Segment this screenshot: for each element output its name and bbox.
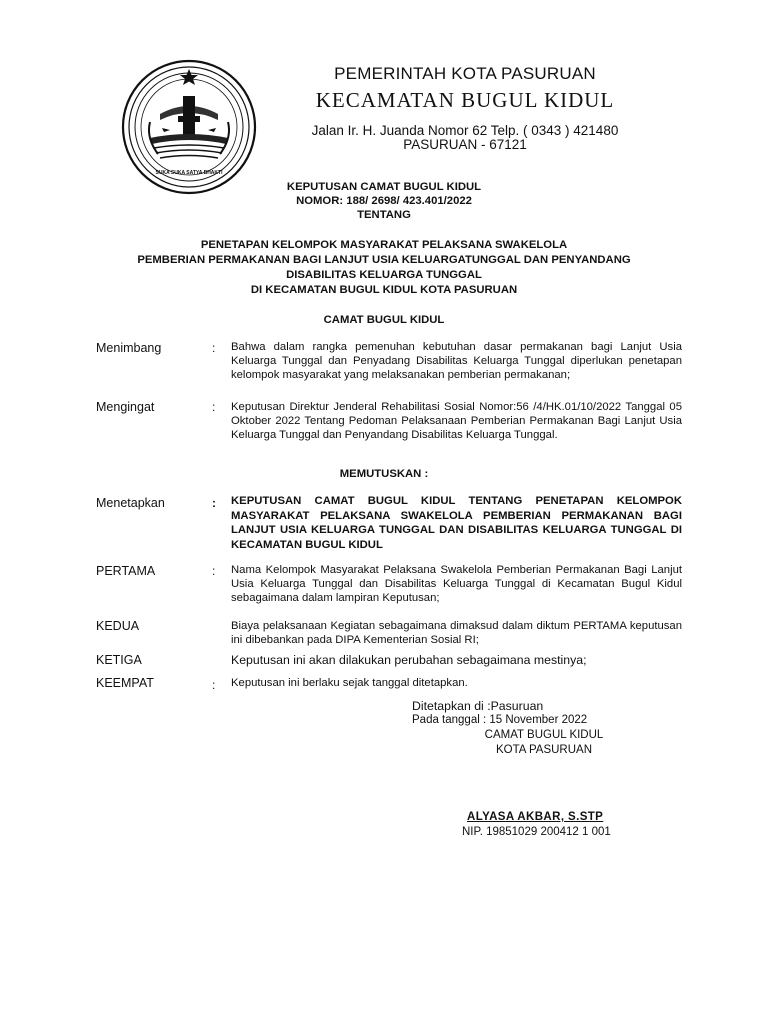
menimbang-text: Bahwa dalam rangka pemenuhan kebutuhan dasar permakanan bagi Lanjut Usia Keluarga Tunggal dan Penyadang Disabilitas Keluarga Tunggal diperlukan penetapan kelompok masyarakat yang melaksanakan pemberian permakanan; [231,341,682,381]
signature-place: Ditetapkan di :Pasuruan [412,699,544,713]
colon: : [212,400,216,414]
pertama-text: Nama Kelompok Masyarakat Pelaksana Swakelola Pemberian Permakanan Bagi Lanjut Usia Keluarga Tunggal dan Disabilitas Keluarga Tunggal di Kecamatan Bugul Kidul sebagaimana dalam lampiran Keputusan; [231,564,682,604]
menetapkan-label: Menetapkan [96,496,165,510]
decree-subject-line: PEMBERIAN PERMAKANAN BAGI LANJUT USIA KELUARGATUNGGAL DAN PENYANDANG [137,254,631,266]
signature-position: CAMAT BUGUL KIDUL [484,729,604,741]
decree-about: TENTANG [357,209,411,221]
colon: : [212,341,216,355]
seal-caption: SUKA SUKA SATYA BHAKTI [155,170,223,176]
decree-subject-line: PENETAPAN KELOMPOK MASYARAKAT PELAKSANA SWAKELOLA [200,239,568,251]
mengingat-text: Keputusan Direktur Jenderal Rehabilitasi Sosial Nomor:56 /4/HK.01/10/2022 Tanggal 05 Oktober 2022 Tentang Pedoman Pelaksanaan Pemberian Permakanan Bagi Lanjut Usia Keluarga Tunggal dan Penyandang Disabilitas Keluarga Tunggal. [231,401,682,441]
signature-date: Pada tanggal : 15 November 2022 [412,714,588,726]
pertama-label: PERTAMA [96,564,156,578]
decree-number: NOMOR: 188/ 2698/ 423.401/2022 [296,195,472,207]
keempat-text: Keputusan ini berlaku sejak tanggal ditetapkan. [231,677,468,689]
kedua-label: KEDUA [96,619,140,633]
mengingat-label: Mengingat [96,400,155,414]
government-name: PEMERINTAH KOTA PASURUAN [334,64,596,83]
colon: : [212,678,216,692]
district-name: KECAMATAN BUGUL KIDUL [315,88,615,112]
decree-official: CAMAT BUGUL KIDUL [323,314,445,326]
city-postal-line: PASURUAN - 67121 [403,137,527,152]
keempat-label: KEEMPAT [96,676,154,690]
decree-title: KEPUTUSAN CAMAT BUGUL KIDUL [286,181,482,193]
decree-subject-line: DI KECAMATAN BUGUL KIDUL KOTA PASURUAN [250,284,518,296]
address-line: Jalan Ir. H. Juanda Nomor 62 Telp. ( 0343 ) 421480 [311,123,619,138]
signatory-nip: NIP. 19851029 200412 1 001 [462,826,611,838]
ketiga-label: KETIGA [96,653,142,667]
office-address [260,124,670,152]
colon: : [212,496,216,510]
memutuskan-heading: MEMUTUSKAN : [339,468,429,480]
menimbang-label: Menimbang [96,341,162,355]
signature-position-city: KOTA PASURUAN [495,744,593,756]
menetapkan-text: KEPUTUSAN CAMAT BUGUL KIDUL TENTANG PENETAPAN KELOMPOK MASYARAKAT PELAKSANA SWAKELOLA PEMBERIAN PERMAKANAN BAGI LANJUT USIA KELUARGA TUNGGAL DAN DISABILITAS KELUARGA TUNGGAL DI KECAMATAN BUGUL KIDUL [231,495,682,551]
kedua-text: Biaya pelaksanaan Kegiatan sebagaimana dimaksud dalam diktum PERTAMA keputusan ini dibebankan pada DIPA Kementerian Sosial RI; [231,620,682,646]
city-seal-emblem [120,58,258,196]
signatory-name: ALYASA AKBAR, S.STP [467,811,604,823]
colon: : [212,564,216,578]
decree-subject-line: DISABILITAS KELUARGA TUNGGAL [286,269,482,281]
ketiga-text: Keputusan ini akan dilakukan perubahan sebagaimana mestinya; [231,653,587,667]
